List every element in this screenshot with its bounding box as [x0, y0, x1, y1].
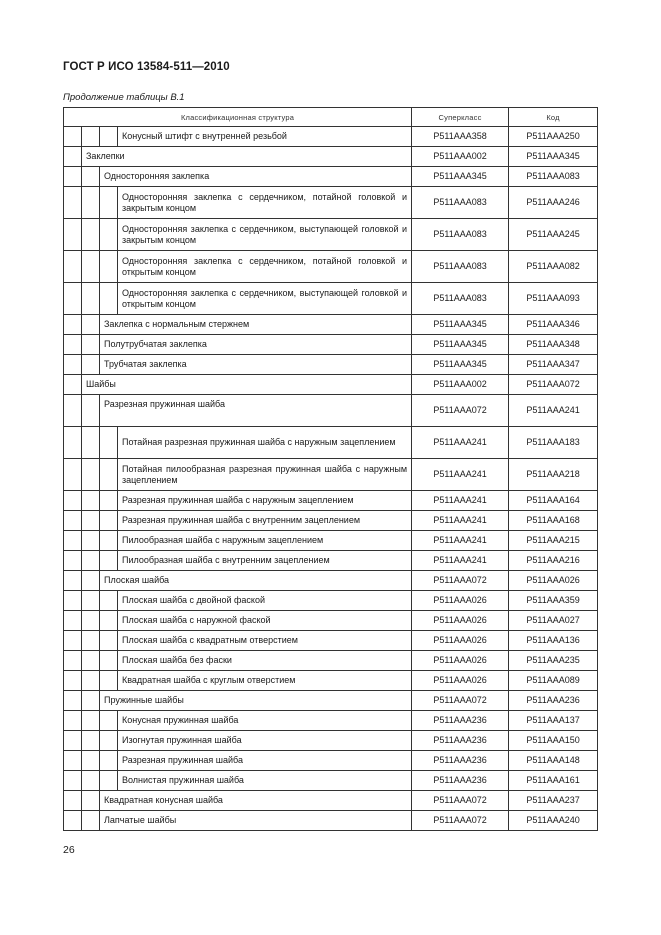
indent-cell [64, 427, 82, 459]
table-row [64, 355, 598, 375]
classification-table [63, 107, 598, 831]
indent-cell [64, 591, 82, 611]
superclass-cell: P511AAA236 [412, 771, 509, 791]
table-row [64, 631, 598, 651]
indent-cell [64, 751, 82, 771]
indent-cell [82, 187, 100, 219]
class-name-cell: Разрезная пружинная шайба с наружным зацеплением [118, 491, 412, 511]
code-cell: P511AAA236 [509, 691, 598, 711]
superclass-cell: P511AAA072 [412, 395, 509, 427]
code-cell: P511AAA348 [509, 335, 598, 355]
indent-cell [64, 811, 82, 831]
indent-cell [64, 335, 82, 355]
code-cell: P511AAA345 [509, 147, 598, 167]
indent-cell [82, 691, 100, 711]
class-name-cell: Полутрубчатая заклепка [100, 335, 412, 355]
class-name-cell: Заклепка с нормальным стержнем [100, 315, 412, 335]
superclass-cell: P511AAA241 [412, 427, 509, 459]
code-cell: P511AAA089 [509, 671, 598, 691]
table-row [64, 127, 598, 147]
indent-cell [100, 551, 118, 571]
code-cell: P511AAA150 [509, 731, 598, 751]
indent-cell [64, 251, 82, 283]
superclass-cell: P511AAA083 [412, 219, 509, 251]
column-header-superclass: Суперкласс [412, 108, 509, 127]
indent-cell [100, 611, 118, 631]
table-row [64, 771, 598, 791]
class-name-cell: Разрезная пружинная шайба [100, 395, 412, 427]
table-row [64, 427, 598, 459]
class-name-cell: Односторонняя заклепка с сердечником, выступающей головкой и открытым концом [118, 283, 412, 315]
indent-cell [82, 283, 100, 315]
superclass-cell: P511AAA236 [412, 731, 509, 751]
indent-cell [82, 427, 100, 459]
table-body [64, 127, 598, 831]
table-row [64, 651, 598, 671]
table-row [64, 791, 598, 811]
table-row [64, 731, 598, 751]
code-cell: P511AAA245 [509, 219, 598, 251]
indent-cell [82, 491, 100, 511]
table-row [64, 251, 598, 283]
code-cell: P511AAA164 [509, 491, 598, 511]
table-row [64, 751, 598, 771]
class-name-cell: Плоская шайба с двойной фаской [118, 591, 412, 611]
indent-cell [64, 511, 82, 531]
code-cell: P511AAA346 [509, 315, 598, 335]
table-header-row [64, 108, 598, 127]
class-name-cell: Конусная пружинная шайба [118, 711, 412, 731]
class-name-cell: Плоская шайба [100, 571, 412, 591]
class-name-cell: Односторонняя заклепка с сердечником, потайной головкой и открытым концом [118, 251, 412, 283]
superclass-cell: P511AAA083 [412, 283, 509, 315]
indent-cell [100, 771, 118, 791]
superclass-cell: P511AAA002 [412, 147, 509, 167]
indent-cell [64, 315, 82, 335]
indent-cell [82, 315, 100, 335]
code-cell: P511AAA347 [509, 355, 598, 375]
code-cell: P511AAA246 [509, 187, 598, 219]
indent-cell [100, 671, 118, 691]
indent-cell [82, 731, 100, 751]
indent-cell [82, 219, 100, 251]
indent-cell [64, 651, 82, 671]
indent-cell [64, 611, 82, 631]
superclass-cell: P511AAA345 [412, 315, 509, 335]
superclass-cell: P511AAA241 [412, 459, 509, 491]
column-header-structure: Классификационная структура [64, 108, 412, 127]
code-cell: P511AAA026 [509, 571, 598, 591]
indent-cell [82, 395, 100, 427]
indent-cell [64, 127, 82, 147]
table-row [64, 691, 598, 711]
superclass-cell: P511AAA345 [412, 335, 509, 355]
superclass-cell: P511AAA072 [412, 691, 509, 711]
table-row [64, 611, 598, 631]
code-cell: P511AAA027 [509, 611, 598, 631]
indent-cell [100, 187, 118, 219]
superclass-cell: P511AAA026 [412, 611, 509, 631]
indent-cell [100, 651, 118, 671]
class-name-cell: Потайная разрезная пружинная шайба с наружным зацеплением [118, 427, 412, 459]
indent-cell [100, 631, 118, 651]
document-title: ГОСТ Р ИСО 13584-511—2010 [63, 61, 230, 73]
superclass-cell: P511AAA345 [412, 167, 509, 187]
superclass-cell: P511AAA072 [412, 811, 509, 831]
code-cell: P511AAA183 [509, 427, 598, 459]
class-name-cell: Лапчатые шайбы [100, 811, 412, 831]
superclass-cell: P511AAA072 [412, 791, 509, 811]
indent-cell [82, 591, 100, 611]
code-cell: P511AAA218 [509, 459, 598, 491]
indent-cell [100, 219, 118, 251]
indent-cell [82, 335, 100, 355]
table-row [64, 671, 598, 691]
class-name-cell: Односторонняя заклепка [100, 167, 412, 187]
class-name-cell: Пружинные шайбы [100, 691, 412, 711]
superclass-cell: P511AAA072 [412, 571, 509, 591]
indent-cell [100, 427, 118, 459]
code-cell: P511AAA137 [509, 711, 598, 731]
code-cell: P511AAA148 [509, 751, 598, 771]
class-name-cell: Разрезная пружинная шайба [118, 751, 412, 771]
indent-cell [82, 751, 100, 771]
class-name-cell: Потайная пилообразная разрезная пружинная шайба с наружным зацеплением [118, 459, 412, 491]
indent-cell [64, 167, 82, 187]
indent-cell [82, 771, 100, 791]
table-row [64, 511, 598, 531]
class-name-cell: Волнистая пружинная шайба [118, 771, 412, 791]
superclass-cell: P511AAA236 [412, 711, 509, 731]
table-row [64, 551, 598, 571]
indent-cell [82, 651, 100, 671]
indent-cell [82, 631, 100, 651]
table-row [64, 147, 598, 167]
indent-cell [100, 511, 118, 531]
indent-cell [64, 219, 82, 251]
code-cell: P511AAA072 [509, 375, 598, 395]
class-name-cell: Разрезная пружинная шайба с внутренним зацеплением [118, 511, 412, 531]
superclass-cell: P511AAA358 [412, 127, 509, 147]
indent-cell [100, 251, 118, 283]
indent-cell [82, 355, 100, 375]
code-cell: P511AAA161 [509, 771, 598, 791]
column-header-code: Код [509, 108, 598, 127]
indent-cell [64, 187, 82, 219]
table-row [64, 187, 598, 219]
indent-cell [64, 711, 82, 731]
superclass-cell: P511AAA241 [412, 491, 509, 511]
indent-cell [82, 251, 100, 283]
indent-cell [64, 283, 82, 315]
indent-cell [82, 571, 100, 591]
superclass-cell: P511AAA083 [412, 251, 509, 283]
indent-cell [100, 731, 118, 751]
class-name-cell: Квадратная шайба с круглым отверстием [118, 671, 412, 691]
indent-cell [64, 691, 82, 711]
indent-cell [64, 671, 82, 691]
table-row [64, 531, 598, 551]
code-cell: P511AAA082 [509, 251, 598, 283]
table-row [64, 315, 598, 335]
superclass-cell: P511AAA241 [412, 551, 509, 571]
indent-cell [82, 671, 100, 691]
indent-cell [64, 395, 82, 427]
class-name-cell: Односторонняя заклепка с сердечником, выступающей головкой и закрытым концом [118, 219, 412, 251]
table-row [64, 491, 598, 511]
page-number: 26 [63, 844, 75, 856]
class-name-cell: Квадратная конусная шайба [100, 791, 412, 811]
code-cell: P511AAA216 [509, 551, 598, 571]
indent-cell [64, 791, 82, 811]
code-cell: P511AAA240 [509, 811, 598, 831]
indent-cell [82, 611, 100, 631]
indent-cell [64, 771, 82, 791]
class-name-cell: Пилообразная шайба с внутренним зацеплением [118, 551, 412, 571]
indent-cell [64, 459, 82, 491]
superclass-cell: P511AAA002 [412, 375, 509, 395]
superclass-cell: P511AAA026 [412, 591, 509, 611]
table-caption: Продолжение таблицы В.1 [63, 92, 185, 103]
code-cell: P511AAA237 [509, 791, 598, 811]
indent-cell [82, 791, 100, 811]
table-row [64, 219, 598, 251]
class-name-cell: Шайбы [82, 375, 412, 395]
indent-cell [82, 711, 100, 731]
class-name-cell: Плоская шайба с квадратным отверстием [118, 631, 412, 651]
indent-cell [100, 751, 118, 771]
table-row [64, 711, 598, 731]
class-name-cell: Плоская шайба без фаски [118, 651, 412, 671]
indent-cell [82, 167, 100, 187]
indent-cell [100, 459, 118, 491]
table-row [64, 811, 598, 831]
code-cell: P511AAA083 [509, 167, 598, 187]
indent-cell [82, 511, 100, 531]
superclass-cell: P511AAA083 [412, 187, 509, 219]
indent-cell [100, 711, 118, 731]
indent-cell [100, 531, 118, 551]
code-cell: P511AAA093 [509, 283, 598, 315]
class-name-cell: Односторонняя заклепка с сердечником, потайной головкой и закрытым концом [118, 187, 412, 219]
indent-cell [100, 283, 118, 315]
code-cell: P511AAA235 [509, 651, 598, 671]
indent-cell [82, 811, 100, 831]
table-row [64, 375, 598, 395]
superclass-cell: P511AAA241 [412, 511, 509, 531]
superclass-cell: P511AAA236 [412, 751, 509, 771]
table-row [64, 591, 598, 611]
superclass-cell: P511AAA026 [412, 651, 509, 671]
indent-cell [64, 571, 82, 591]
code-cell: P511AAA250 [509, 127, 598, 147]
indent-cell [64, 631, 82, 651]
class-name-cell: Заклепки [82, 147, 412, 167]
class-name-cell: Плоская шайба с наружной фаской [118, 611, 412, 631]
class-name-cell: Конусный штифт с внутренней резьбой [118, 127, 412, 147]
indent-cell [64, 491, 82, 511]
indent-cell [100, 491, 118, 511]
indent-cell [82, 531, 100, 551]
table-row [64, 335, 598, 355]
superclass-cell: P511AAA241 [412, 531, 509, 551]
code-cell: P511AAA168 [509, 511, 598, 531]
superclass-cell: P511AAA345 [412, 355, 509, 375]
superclass-cell: P511AAA026 [412, 671, 509, 691]
code-cell: P511AAA136 [509, 631, 598, 651]
table-row [64, 395, 598, 427]
class-name-cell: Изогнутая пружинная шайба [118, 731, 412, 751]
indent-cell [64, 147, 82, 167]
indent-cell [64, 531, 82, 551]
code-cell: P511AAA215 [509, 531, 598, 551]
indent-cell [64, 375, 82, 395]
code-cell: P511AAA359 [509, 591, 598, 611]
indent-cell [82, 551, 100, 571]
table-row [64, 283, 598, 315]
table-row [64, 571, 598, 591]
indent-cell [82, 127, 100, 147]
indent-cell [64, 355, 82, 375]
indent-cell [82, 459, 100, 491]
indent-cell [64, 731, 82, 751]
class-name-cell: Пилообразная шайба с наружным зацеплением [118, 531, 412, 551]
indent-cell [64, 551, 82, 571]
superclass-cell: P511AAA026 [412, 631, 509, 651]
table-row [64, 459, 598, 491]
code-cell: P511AAA241 [509, 395, 598, 427]
class-name-cell: Трубчатая заклепка [100, 355, 412, 375]
indent-cell [100, 591, 118, 611]
table-row [64, 167, 598, 187]
indent-cell [100, 127, 118, 147]
